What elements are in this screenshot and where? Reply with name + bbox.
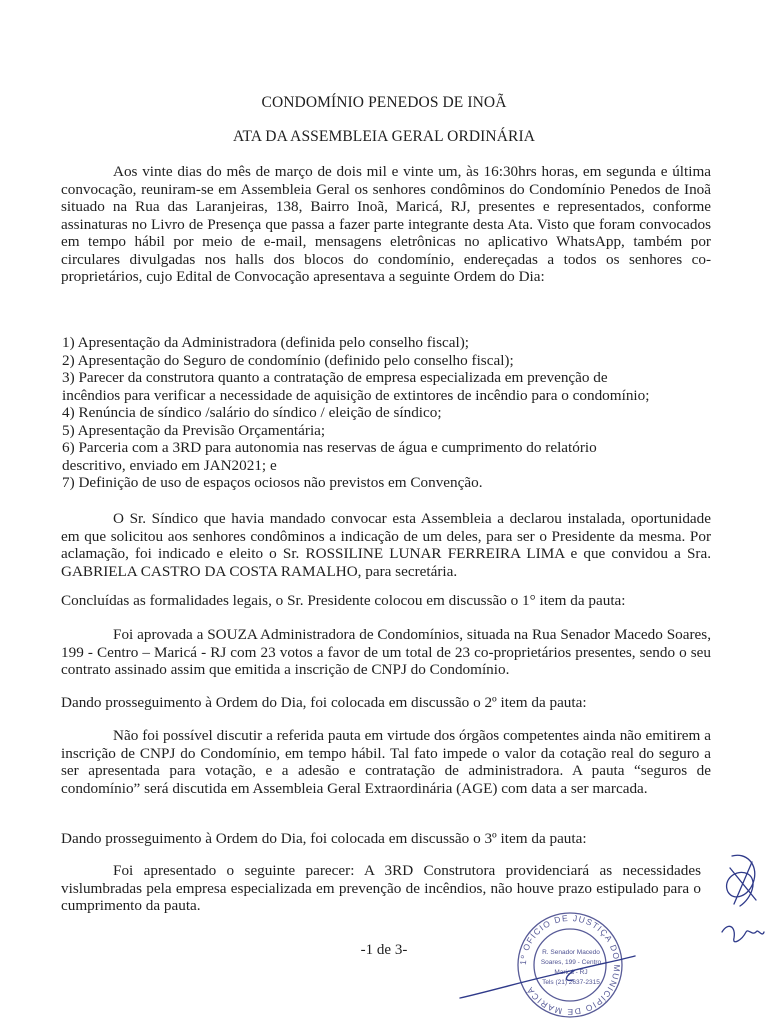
agenda-item: 3) Parecer da construtora quanto a contratação de empresa especializada em prevenção de	[62, 369, 608, 386]
page-number: -1 de 3-	[360, 942, 408, 958]
agenda-list	[62, 334, 722, 492]
agenda-item: 1) Apresentação da Administradora (definida pelo conselho fiscal);	[62, 334, 469, 351]
intro-paragraph: Aos vinte dias do mês de março de dois mil e vinte um, às 16:30hrs horas, em segunda e última convocação, reuniram-se em Assembleia Geral os senhores condôminos do Condomínio Penedos de Inoã situado na Rua das Laranjeiras, 138, Bairro Inoã, Maricá, RJ, presentes e representados, conforme assinaturas no Livro de Presença que passa a fazer parte integrante desta Ata. Visto que foram convocados em tempo hábil por meio de e-mail, mensagens eletrônicas no aplicativo WhatsApp, também por circulares divulgadas nos halls dos blocos do condomínio, endereçadas a todos os senhores co-proprietários, cujo Edital de Convocação apresentava a seguinte Ordem do Dia:	[61, 163, 711, 285]
agenda-item: 6) Parceria com a 3RD para autonomia nas reservas de água e cumprimento do relatório	[62, 439, 597, 456]
stamp-line: Maricá - RJ	[554, 969, 588, 976]
stamp-line: Soares, 199 - Centro	[540, 959, 602, 966]
agenda-item: 7) Definição de uso de espaços ociosos não previstos em Convenção.	[62, 474, 483, 491]
item3-intro: Dando prosseguimento à Ordem do Dia, foi colocada em discussão o 3º item da pauta:	[61, 830, 587, 847]
stamp-ring-text: 1º OFÍCIO DE JUSTIÇA DO MUNICÍPIO DE MARICÁ	[517, 912, 623, 1018]
stamp-line: Tels (21) 2637-2315	[542, 979, 600, 986]
stamp-line: R. Senador Macedo	[542, 949, 600, 956]
agenda-item: incêndios para verificar a necessidade de aquisição de extintores de incêndio para o condomínio;	[62, 386, 650, 404]
signature-stroke	[455, 950, 655, 1010]
agenda-item: 2) Apresentação do Seguro de condomínio (definido pelo conselho fiscal);	[62, 351, 514, 369]
item2-paragraph: Não foi possível discutir a referida pauta em virtude dos órgãos competentes ainda não emitirem a inscrição de CNPJ do Condomínio, em tempo hábil. Tal fato impede o valor da cotação real do seguro a ser apresentada para votação, e a adesão e contratação de administradora. A pauta “seguros de condomínio” será discutida em Assembleia Geral Extraordinária (AGE) com data a ser marcada.	[61, 727, 711, 797]
agenda-item: descritivo, enviado em JAN2021; e	[62, 456, 277, 474]
sindico-paragraph: O Sr. Síndico que havia mandado convocar esta Assembleia a declarou instalada, oportunidade em que solicitou aos senhores condôminos a indicação de um deles, para ser o Presidente da mesma. Por aclamação, foi indicado e eleito o Sr. ROSSILINE LUNAR FERREIRA LIMA e que convidou a Sra. GABRIELA CASTRO DA COSTA RAMALHO, para secretária.	[61, 510, 711, 580]
item3-paragraph: Foi apresentado o seguinte parecer: A 3RD Construtora providenciará as necessidades vislumbradas pela empresa especializada em prevenção de incêndios, não houve prazo estipulado para o cumprimento da pauta.	[61, 862, 701, 914]
condominium-title: CONDOMÍNIO PENEDOS DE INOÃ	[261, 94, 507, 111]
agenda-item: 4) Renúncia de síndico /salário do síndico / eleição de síndico;	[62, 404, 442, 421]
item1-intro: Concluídas as formalidades legais, o Sr. Presidente colocou em discussão o 1° item da pauta:	[61, 592, 626, 609]
agenda-item: 5) Apresentação da Previsão Orçamentária;	[62, 421, 326, 439]
document-subtitle: ATA DA ASSEMBLEIA GERAL ORDINÁRIA	[232, 128, 536, 145]
item2-intro: Dando prosseguimento à Ordem do Dia, foi colocada em discussão o 2º item da pauta:	[61, 694, 587, 711]
item1-paragraph: Foi aprovada a SOUZA Administradora de Condomínios, situada na Rua Senador Macedo Soares, 199 - Centro – Maricá - RJ com 23 votos a favor de um total de 23 co-proprietários presentes, sendo o seu contrato assinado assim que emitida a inscrição de CNPJ do Condomínio.	[61, 626, 711, 678]
margin-initials-signature	[712, 848, 768, 958]
